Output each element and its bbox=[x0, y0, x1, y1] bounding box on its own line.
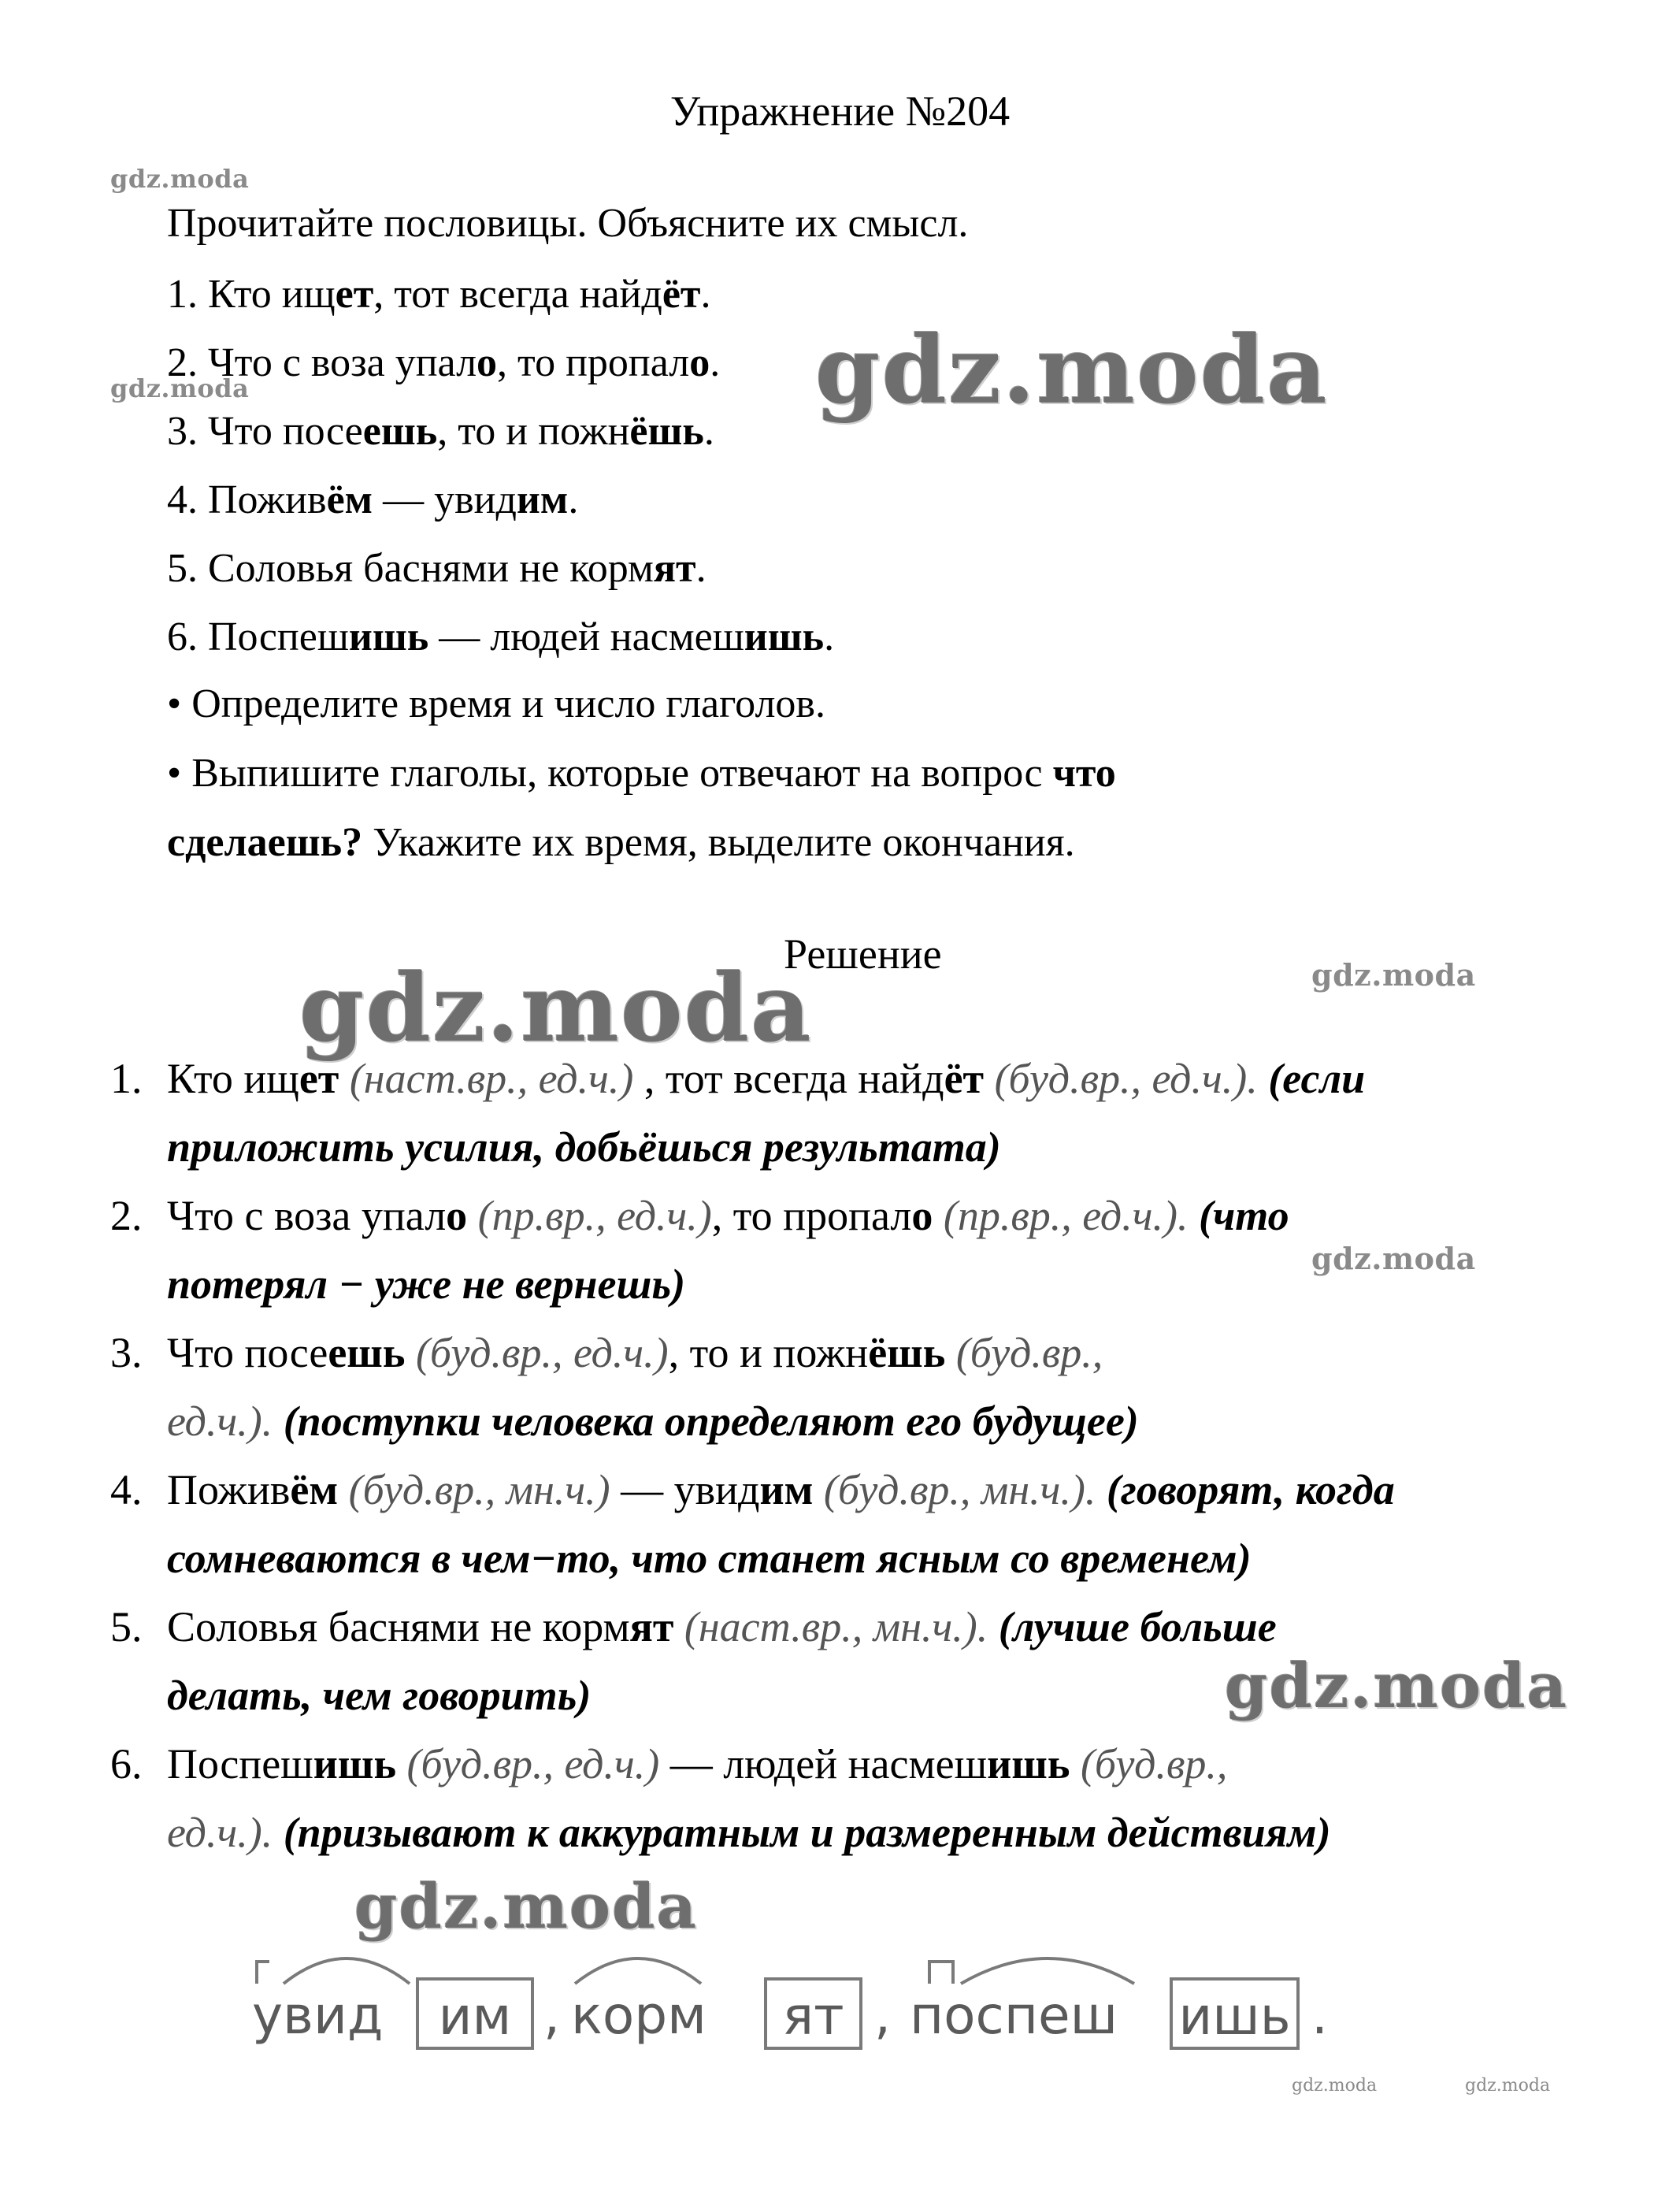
watermark: gdz.moda bbox=[1292, 2076, 1378, 2096]
solution-line bbox=[110, 1799, 1607, 1867]
root-arc-2 bbox=[575, 1958, 701, 1984]
text-fragment bbox=[273, 1809, 284, 1856]
verb-ending: о bbox=[446, 1192, 468, 1239]
meaning-explanation: сомневаются в чем−то, что станет ясным со временем) bbox=[167, 1535, 1252, 1582]
grammar-note: (буд.вр., ед.ч.) bbox=[415, 1329, 669, 1376]
word-2-ending: ят bbox=[764, 1977, 862, 2050]
text-fragment: , то и пожн bbox=[437, 409, 630, 454]
text-fragment: 1. Кто ищ bbox=[167, 272, 336, 317]
proverb-line bbox=[167, 397, 714, 466]
watermark: gdz.moda bbox=[1311, 957, 1476, 993]
solution-line bbox=[110, 1456, 1607, 1524]
watermark-large: gdz.moda bbox=[299, 953, 813, 1063]
text-fragment bbox=[1096, 1466, 1107, 1513]
verb-ending: ят bbox=[629, 1603, 674, 1650]
text-fragment: Пожив bbox=[167, 1466, 291, 1513]
solution-line bbox=[110, 1524, 1607, 1593]
watermark: gdz.moda bbox=[1311, 1241, 1476, 1276]
highlighted-ending: ёшь bbox=[629, 409, 704, 454]
highlighted-ending: ишь bbox=[348, 614, 429, 659]
root-arc-1 bbox=[284, 1958, 410, 1984]
highlighted-ending: сделаешь? bbox=[167, 820, 363, 865]
highlighted-ending: ят bbox=[653, 546, 696, 591]
item-number: 6. bbox=[110, 1740, 143, 1787]
prefix-mark-2 bbox=[929, 1962, 953, 1984]
text-fragment bbox=[988, 1603, 999, 1650]
watermark-large: gdz.moda bbox=[1225, 1650, 1569, 1722]
watermark: gdz.moda bbox=[1465, 2076, 1551, 2096]
watermark: gdz.moda bbox=[110, 373, 250, 403]
text-fragment: — людей насмеш bbox=[659, 1740, 988, 1787]
prefix-mark bbox=[257, 1962, 269, 1984]
item-number: 3. bbox=[110, 1329, 143, 1376]
final-period: . bbox=[1311, 1985, 1328, 2046]
meaning-explanation: приложить усилия, добьёшься результата) bbox=[167, 1123, 1001, 1171]
solution-line bbox=[110, 1113, 1607, 1182]
text-fragment bbox=[813, 1466, 824, 1513]
root-arc-3 bbox=[961, 1958, 1134, 1984]
word-3-ending: ишь bbox=[1170, 1977, 1300, 2050]
verb-ending: ёшь bbox=[868, 1329, 946, 1376]
grammar-note: ед.ч.). bbox=[167, 1809, 273, 1856]
text-fragment: 4. Пожив bbox=[167, 477, 327, 522]
text-fragment: Что с воза упал bbox=[167, 1192, 447, 1239]
text-fragment: 2. Что с воза упал bbox=[167, 340, 477, 385]
text-fragment: — людей насмеш bbox=[428, 614, 744, 659]
text-fragment bbox=[273, 1398, 284, 1445]
text-fragment: — увид bbox=[373, 477, 517, 522]
text-fragment bbox=[396, 1740, 407, 1787]
text-fragment: 3. Что посе bbox=[167, 409, 363, 454]
text-fragment: Кто ищ bbox=[167, 1055, 299, 1102]
text-fragment bbox=[933, 1192, 944, 1239]
grammar-note: (буд.вр., ед.ч.). bbox=[994, 1055, 1258, 1102]
text-fragment: , то и пожн bbox=[668, 1329, 869, 1376]
text-fragment bbox=[1258, 1055, 1269, 1102]
text-fragment: 6. Поспеш bbox=[167, 614, 349, 659]
task-bullet-2-line-1 bbox=[167, 739, 1116, 808]
grammar-note: (буд.вр., ед.ч.) bbox=[406, 1740, 660, 1787]
morpheme-diagram bbox=[252, 1938, 1355, 2064]
item-number: 1. bbox=[110, 1055, 143, 1102]
highlighted-ending: ет bbox=[335, 272, 374, 317]
grammar-note: (пр.вр., ед.ч.). bbox=[943, 1192, 1189, 1239]
text-fragment bbox=[945, 1329, 956, 1376]
solution-line bbox=[110, 1730, 1607, 1799]
word-1-ending: им bbox=[416, 1977, 534, 2050]
text-fragment bbox=[338, 1466, 349, 1513]
text-fragment bbox=[1070, 1740, 1081, 1787]
solution-line bbox=[110, 1319, 1607, 1387]
word-3-stem: поспеш bbox=[910, 1985, 1118, 2046]
proverb-line bbox=[167, 466, 578, 535]
text-fragment: Что посе bbox=[167, 1329, 328, 1376]
meaning-explanation: (если bbox=[1268, 1055, 1366, 1102]
text-fragment: , то пропал bbox=[497, 340, 690, 385]
text-fragment: . bbox=[568, 477, 579, 522]
text-fragment: Соловья баснями не корм bbox=[167, 1603, 630, 1650]
text-fragment bbox=[673, 1603, 684, 1650]
proverb-line bbox=[167, 260, 710, 329]
grammar-note: (наст.вр., ед.ч.) bbox=[349, 1055, 634, 1102]
verb-ending: о bbox=[911, 1192, 933, 1239]
word-2-stem: корм bbox=[571, 1985, 706, 2046]
item-number: 5. bbox=[110, 1603, 143, 1650]
text-fragment: 5. Соловья баснями не корм bbox=[167, 546, 654, 591]
meaning-explanation: потерял − уже не вернешь) bbox=[167, 1260, 686, 1308]
highlighted-ending: ём bbox=[326, 477, 373, 522]
text-fragment: . bbox=[703, 409, 714, 454]
verb-ending: ет bbox=[299, 1055, 339, 1102]
solution-list bbox=[110, 1045, 1607, 1867]
grammar-note: ед.ч.). bbox=[167, 1398, 273, 1445]
highlighted-ending: что bbox=[1052, 751, 1116, 796]
solution-line bbox=[110, 1182, 1607, 1250]
text-fragment bbox=[467, 1192, 478, 1239]
text-fragment bbox=[984, 1055, 995, 1102]
proverb-line bbox=[167, 329, 720, 398]
watermark: gdz.moda bbox=[110, 164, 250, 194]
highlighted-ending: им bbox=[516, 477, 569, 522]
text-fragment: , тот всегда найд bbox=[633, 1055, 944, 1102]
verb-ending: ишь bbox=[313, 1740, 397, 1787]
text-fragment: , то пропал bbox=[711, 1192, 912, 1239]
verb-ending: ишь bbox=[987, 1740, 1070, 1787]
watermark-large: gdz.moda bbox=[354, 1871, 699, 1943]
item-number: 2. bbox=[110, 1192, 143, 1239]
text-fragment: . bbox=[824, 614, 835, 659]
verb-ending: ешь bbox=[328, 1329, 406, 1376]
highlighted-ending: о bbox=[689, 340, 710, 385]
task-bullet-2-line-2 bbox=[167, 808, 1075, 878]
watermark-large: gdz.moda bbox=[815, 315, 1329, 425]
proverb-line bbox=[167, 534, 706, 603]
grammar-note: (буд.вр., мн.ч.). bbox=[823, 1466, 1096, 1513]
separator-2: , bbox=[874, 1985, 891, 2046]
task-instruction: Прочитайте пословицы. Объясните их смысл. bbox=[167, 201, 969, 246]
word-1-stem: увид bbox=[252, 1985, 384, 2046]
highlighted-ending: о bbox=[477, 340, 498, 385]
meaning-explanation: (лучше больше bbox=[998, 1603, 1277, 1650]
text-fragment: , тот всегда найд bbox=[373, 272, 662, 317]
text-fragment: Поспеш bbox=[167, 1740, 313, 1787]
text-fragment: . bbox=[695, 546, 706, 591]
grammar-note: (буд.вр., bbox=[1080, 1740, 1228, 1787]
text-fragment: Укажите их время, выделите окончания. bbox=[362, 820, 1075, 865]
meaning-explanation: (поступки человека определяют его будущее) bbox=[283, 1398, 1139, 1445]
text-fragment bbox=[405, 1329, 416, 1376]
exercise-title: Упражнение №204 bbox=[669, 87, 1011, 135]
verb-ending: им bbox=[759, 1466, 814, 1513]
solution-title: Решение bbox=[784, 930, 942, 978]
grammar-note: (буд.вр., bbox=[955, 1329, 1103, 1376]
meaning-explanation: (призывают к аккуратным и размеренным действиям) bbox=[283, 1809, 1331, 1856]
highlighted-ending: ешь bbox=[362, 409, 438, 454]
grammar-note: (наст.вр., мн.ч.). bbox=[684, 1603, 988, 1650]
highlighted-ending: ёт bbox=[662, 272, 701, 317]
grammar-note: (буд.вр., мн.ч.) bbox=[348, 1466, 610, 1513]
task-bullet-1: • Определите время и число глаголов. bbox=[167, 681, 825, 726]
text-fragment bbox=[1188, 1192, 1199, 1239]
proverb-line bbox=[167, 603, 834, 672]
text-fragment: — увид bbox=[610, 1466, 760, 1513]
text-fragment: • Выпишите глаголы, которые отвечают на вопрос bbox=[167, 751, 1053, 796]
verb-ending: ёт bbox=[944, 1055, 985, 1102]
text-fragment: . bbox=[710, 340, 721, 385]
solution-line bbox=[110, 1387, 1607, 1456]
highlighted-ending: ишь bbox=[744, 614, 825, 659]
meaning-explanation: (говорят, когда bbox=[1106, 1466, 1395, 1513]
verb-ending: ём bbox=[290, 1466, 339, 1513]
grammar-note: (пр.вр., ед.ч.) bbox=[477, 1192, 712, 1239]
separator-1: , bbox=[543, 1985, 560, 2046]
meaning-explanation: делать, чем говорить) bbox=[167, 1672, 592, 1719]
item-number: 4. bbox=[110, 1466, 143, 1513]
text-fragment: . bbox=[700, 272, 711, 317]
meaning-explanation: (что bbox=[1198, 1192, 1289, 1239]
